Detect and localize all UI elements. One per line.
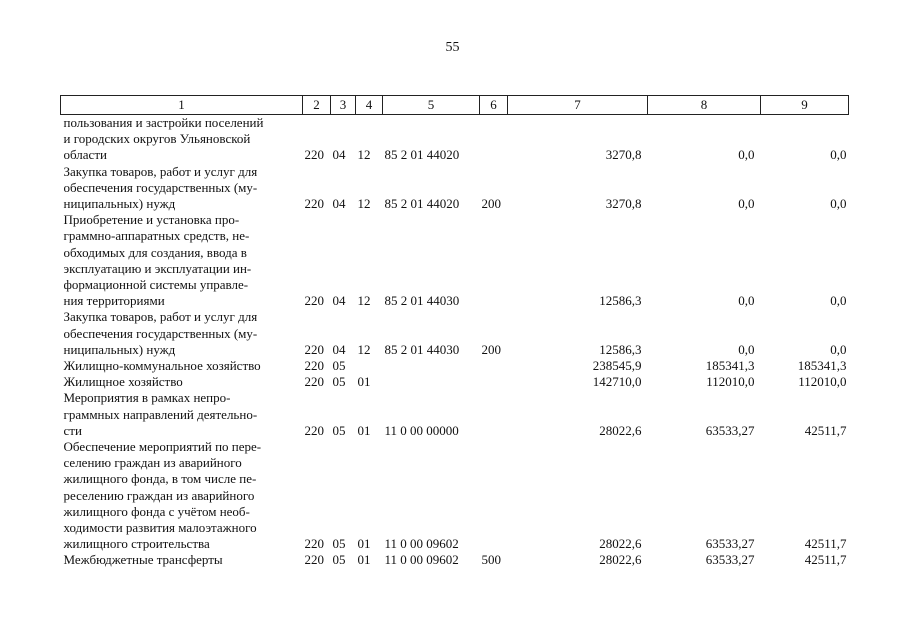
amount-year-3: 0,0 [830,196,847,212]
amount-year-1: 28022,6 [599,536,642,552]
row-name-line: формационной системы управле- [63,277,249,293]
row-name [61,115,303,164]
row-name [61,439,303,552]
amount-year-1: 238545,9 [592,358,642,374]
subsection-code: 12 [357,147,371,163]
column-header: 5 [383,96,480,115]
row-name-line: Закупка товаров, работ и услуг для [63,163,258,179]
target-article-code [383,374,480,390]
row-name [61,212,303,309]
budget-code: 220 [304,374,324,390]
budget-code: 220 [304,293,324,309]
section-code: 04 [332,147,346,163]
amount-year-2: 63533,27 [705,536,755,552]
table-row [61,358,849,374]
row-name-line: Обеспечение мероприятий по пере- [63,439,262,455]
budget-code: 220 [304,536,324,552]
subsection-code: 01 [357,422,371,438]
row-name-line: граммных направлений деятельно- [63,406,258,422]
row-name-line: Мероприятия в рамках непро- [63,390,231,406]
expense-type-code [480,439,508,552]
row-name-line: обеспечения государственных (му- [63,325,258,341]
row-name-line: ниципальных) нужд [63,196,176,212]
target-article-code: 85 2 01 44020 [384,196,460,212]
amount-year-1: 12586,3 [599,341,642,357]
amount-year-3: 42511,7 [804,422,847,438]
target-article-code: 11 0 00 09602 [384,552,459,568]
column-header: 4 [356,96,383,115]
table-row [61,212,849,309]
row-name-line: пользования и застройки поселений [63,115,264,130]
row-name-line: Закупка товаров, работ и услуг для [63,309,258,325]
budget-code: 220 [304,422,324,438]
row-name-line: жилищного фонда с учётом необ- [63,503,250,519]
row-name-line: Приобретение и установка про- [63,212,240,228]
amount-year-1: 28022,6 [599,422,642,438]
row-name-line: ния территориями [63,293,165,309]
column-header: 3 [331,96,356,115]
expense-type-code: 500 [481,552,501,568]
row-name-line: селению граждан из аварийного [63,455,242,471]
section-code: 04 [332,196,346,212]
column-header: 8 [648,96,761,115]
subsection-code: 12 [357,196,371,212]
row-name-line: реселению граждан из аварийного [63,487,255,503]
row-name-line: Жилищное хозяйство [63,374,183,390]
table-row [61,374,849,390]
target-article-code: 11 0 00 00000 [384,422,459,438]
row-name-line: Межбюджетные трансферты [63,552,223,568]
row-name [61,358,303,374]
amount-year-3: 42511,7 [804,536,847,552]
row-name-line: жилищного строительства [63,536,210,552]
amount-year-3: 42511,7 [804,552,847,568]
expense-type-code: 200 [481,341,501,357]
row-name [61,552,303,568]
budget-table [60,95,849,569]
row-name-line: граммно-аппаратных средств, не- [63,228,250,244]
row-name-line: ниципальных) нужд [63,341,176,357]
column-header: 1 [61,96,303,115]
row-name-line: эксплуатацию и эксплуатации ин- [63,260,252,276]
target-article-code: 85 2 01 44020 [384,147,460,163]
table-row [61,164,849,213]
column-header: 9 [761,96,849,115]
amount-year-1: 3270,8 [605,196,642,212]
amount-year-2: 63533,27 [705,422,755,438]
amount-year-3: 0,0 [830,147,847,163]
amount-year-2: 0,0 [738,293,755,309]
amount-year-3: 112010,0 [798,374,847,390]
budget-code: 220 [304,552,324,568]
section-code: 05 [332,422,346,438]
table-row [61,115,849,164]
row-name-line: жилищного фонда, в том числе пе- [63,471,257,487]
amount-year-3: 185341,3 [797,358,847,374]
target-article-code: 85 2 01 44030 [384,293,460,309]
row-name-line: Жилищно-коммунальное хозяйство [63,358,261,374]
row-name-line: сти [63,422,82,438]
section-code: 05 [332,536,346,552]
amount-year-3: 0,0 [830,341,847,357]
subsection-code: 01 [357,536,371,552]
target-article-code: 11 0 00 09602 [384,536,459,552]
expense-type-code [480,374,508,390]
column-header: 6 [480,96,508,115]
budget-code: 220 [304,358,324,374]
amount-year-2: 112010,0 [706,374,755,390]
page-number: 55 [445,40,460,55]
amount-year-2: 0,0 [738,341,755,357]
expense-type-code [480,358,508,374]
row-name [61,164,303,213]
section-code: 05 [332,374,346,390]
table-row [61,390,849,439]
expense-type-code: 200 [481,196,501,212]
subsection-code: 12 [357,341,371,357]
section-code: 05 [332,358,346,374]
table-row [61,552,849,568]
target-article-code [383,358,480,374]
amount-year-2: 63533,27 [705,552,755,568]
column-header: 7 [508,96,648,115]
header-row [61,96,849,115]
amount-year-3: 0,0 [830,293,847,309]
target-article-code: 85 2 01 44030 [384,341,460,357]
row-name-line: обеспечения государственных (му- [63,179,258,195]
amount-year-2: 0,0 [738,147,755,163]
amount-year-1: 28022,6 [599,552,642,568]
subsection-code [356,358,383,374]
amount-year-1: 12586,3 [599,293,642,309]
table-row [61,439,849,552]
row-name [61,374,303,390]
expense-type-code [480,212,508,309]
budget-code: 220 [304,147,324,163]
subsection-code: 12 [357,293,371,309]
row-name [61,390,303,439]
table-body [61,115,849,569]
row-name-line: обходимых для создания, ввода в [63,244,247,260]
table-row [61,309,849,358]
row-name [61,309,303,358]
subsection-code: 01 [357,552,371,568]
column-header: 2 [303,96,331,115]
expense-type-code [480,115,508,164]
budget-code: 220 [304,196,324,212]
subsection-code: 01 [357,374,371,390]
row-name-line: ходимости развития малоэтажного [63,520,257,536]
budget-code: 220 [304,341,324,357]
row-name-line: области [63,147,107,163]
amount-year-1: 3270,8 [605,147,642,163]
amount-year-1: 142710,0 [592,374,642,390]
section-code: 04 [332,293,346,309]
row-name-line: и городских округов Ульяновской [63,131,251,147]
section-code: 04 [332,341,346,357]
expense-type-code [480,390,508,439]
amount-year-2: 185341,3 [705,358,755,374]
amount-year-2: 0,0 [738,196,755,212]
section-code: 05 [332,552,346,568]
